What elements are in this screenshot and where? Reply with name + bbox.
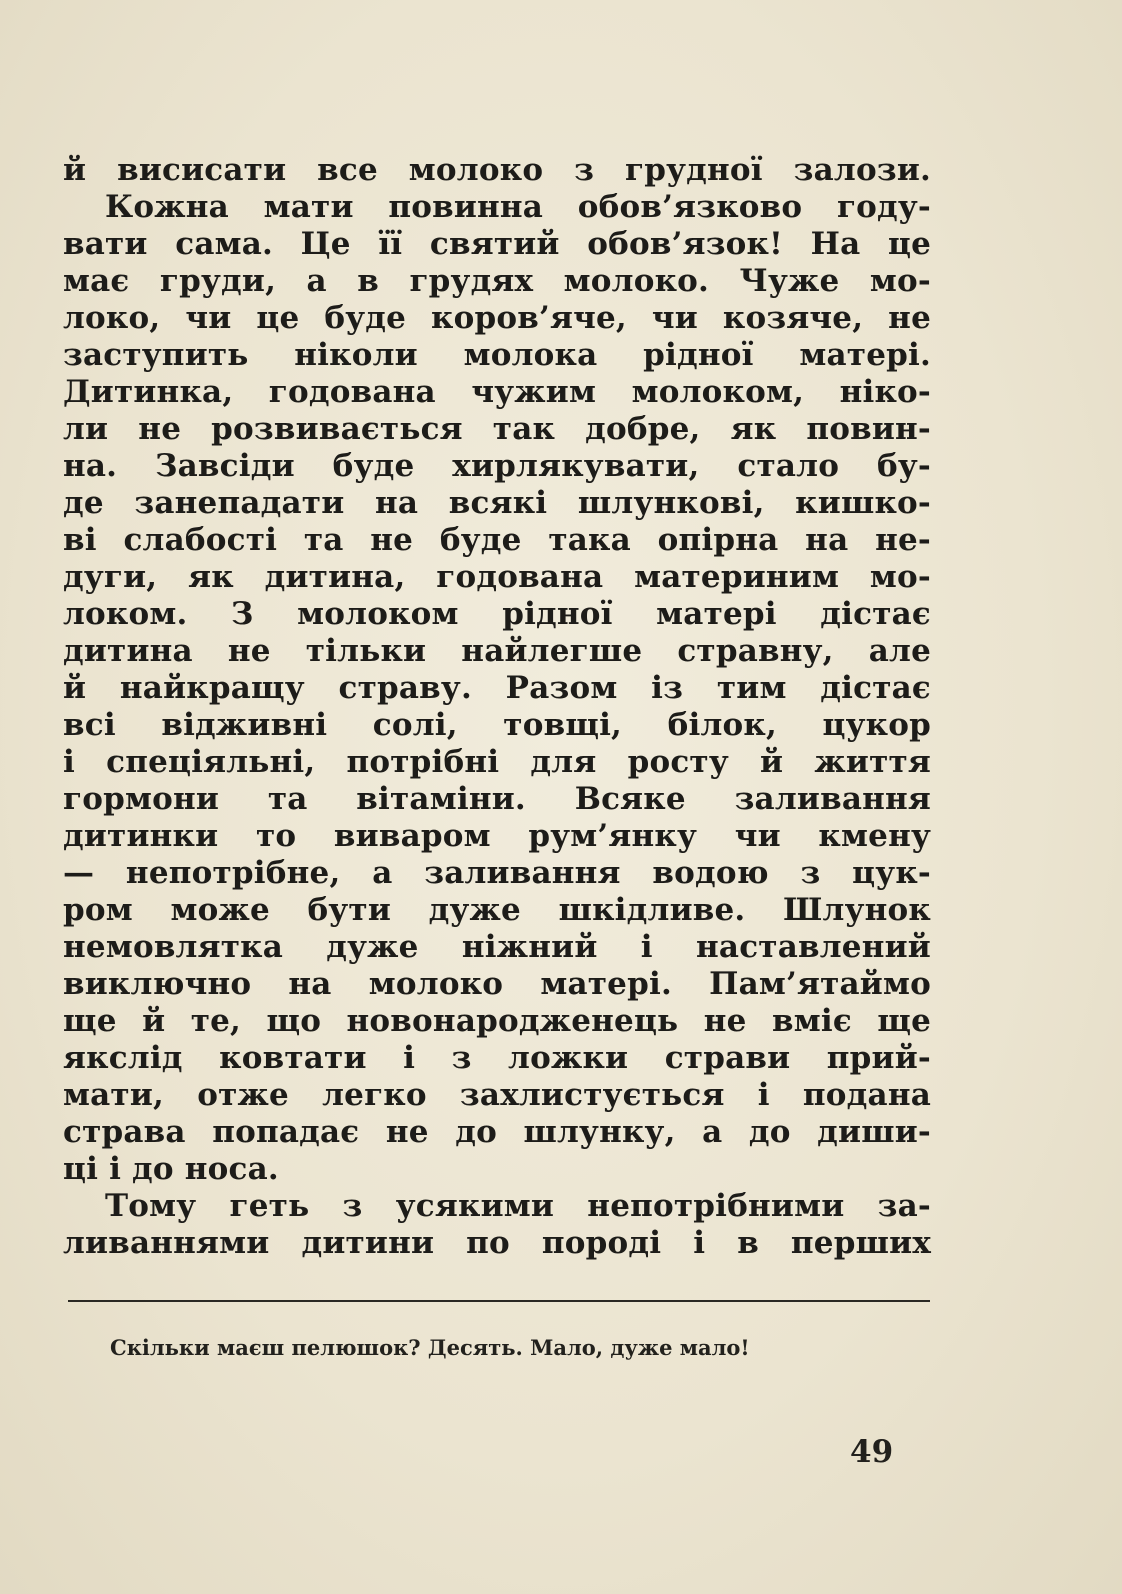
text-line: на. Завсіди буде хирлякувати, стало бу- <box>63 448 931 484</box>
text-line: — непотрібне, а заливання водою з цук- <box>63 855 931 891</box>
text-line: ці і до носа. <box>63 1151 279 1187</box>
text-line: Дитинка, годована чужим молоком, ніко- <box>63 374 931 410</box>
text-line: дуги, як дитина, годована материним мо- <box>63 559 931 595</box>
text-line: мати, отже легко захлистується і подана <box>63 1077 931 1113</box>
page-number: 49 <box>850 1434 894 1470</box>
text-line: дитинки то виваром рум’янку чи кмену <box>63 818 931 854</box>
text-line: гормони та вітаміни. Всяке заливання <box>63 781 931 817</box>
text-line: Тому геть з усякими непотрібними за- <box>105 1188 931 1224</box>
text-line: локо, чи це буде коров’яче, чи козяче, не <box>63 300 931 336</box>
text-line: дитина не тільки найлегше стравну, але <box>63 633 931 669</box>
text-line: має груди, а в грудях молоко. Чуже мо- <box>63 263 931 299</box>
text-line: немовлятка дуже ніжний і наставлений <box>63 929 931 965</box>
text-line: заступить ніколи молока рідної матері. <box>63 337 931 373</box>
text-line: страва попадає не до шлунку, а до диши- <box>63 1114 931 1150</box>
body-text <box>63 152 931 1262</box>
footnote: Скільки маєш пелюшок? Десять. Мало, дуже мало! <box>110 1335 750 1360</box>
text-line: ром може бути дуже шкідливе. Шлунок <box>63 892 931 928</box>
text-line: ливаннями дитини по породі і в перших <box>63 1225 931 1261</box>
text-line: ві слабості та не буде така опірна на не- <box>63 522 931 558</box>
text-line: якслід ковтати і з ложки страви прий- <box>63 1040 931 1076</box>
text-line: вати сама. Це її святий обов’язок! На це <box>63 226 931 262</box>
text-line: ли не розвивається так добре, як повин- <box>63 411 931 447</box>
text-line: всі відживні солі, товщі, білок, цукор <box>63 707 931 743</box>
text-line: де занепадати на всякі шлункові, кишко- <box>63 485 931 521</box>
text-line: й висисати все молоко з грудної залози. <box>63 152 931 188</box>
footnote-divider <box>68 1300 930 1302</box>
text-line: ще й те, що новонародженець не вміє ще <box>63 1003 931 1039</box>
text-line: Кожна мати повинна обов’язково году- <box>105 189 931 225</box>
text-line: й найкращу страву. Разом із тим дістає <box>63 670 931 706</box>
text-line: локом. З молоком рідної матері дістає <box>63 596 931 632</box>
text-line: і спеціяльні, потрібні для росту й життя <box>63 744 931 780</box>
text-line: виключно на молоко матері. Пам’ятаймо <box>63 966 931 1002</box>
